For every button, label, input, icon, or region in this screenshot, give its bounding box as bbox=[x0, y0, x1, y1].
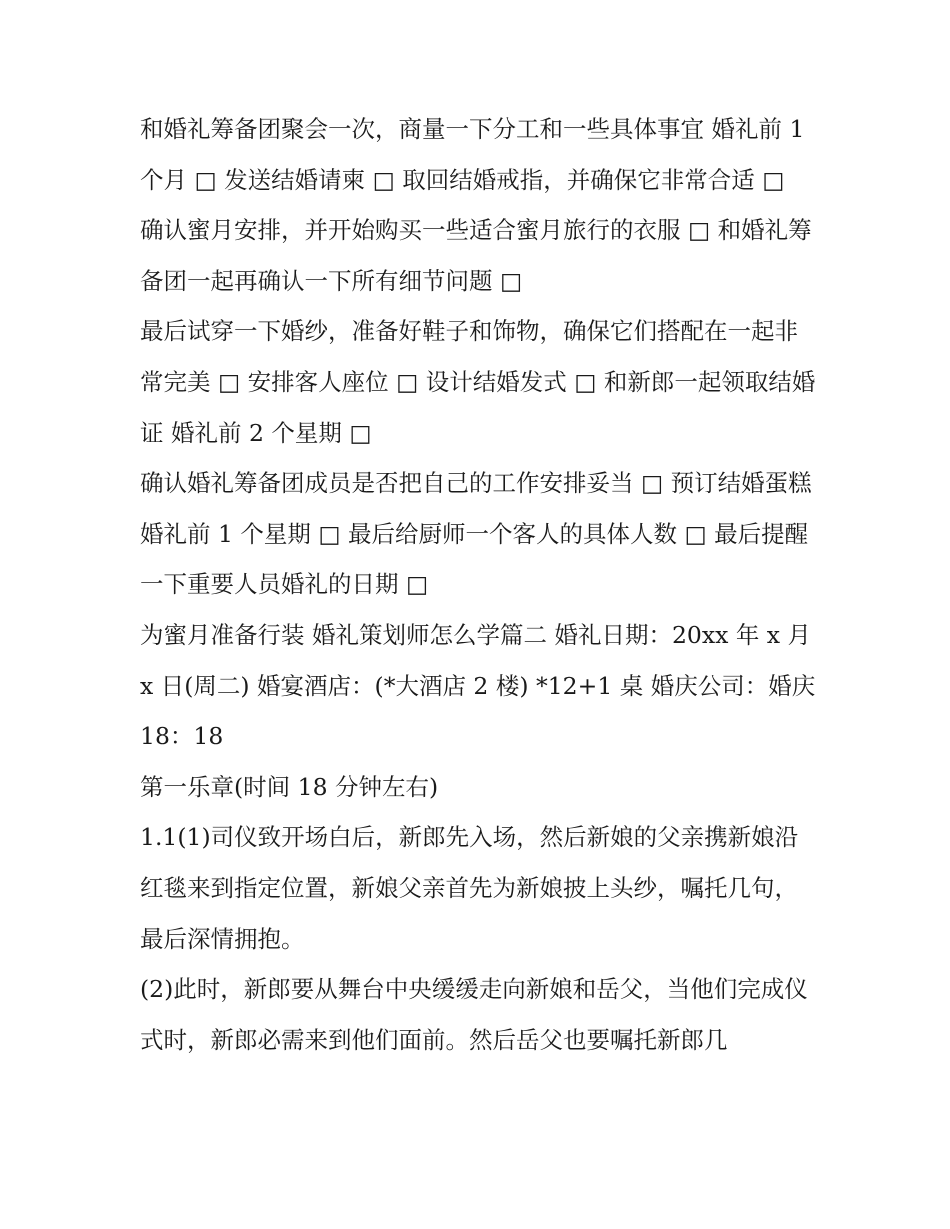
paragraph-6: 第一乐章(时间 18 分钟左右) bbox=[140, 772, 439, 801]
paragraph-4: 确认婚礼筹备团成员是否把自己的工作安排妥当 □ 预订结婚蛋糕婚礼前 1 个星期 □ 最后给厨师一个客人的具体人数 □ 最后提醒一下重要人员婚礼的日期 □ bbox=[140, 469, 812, 599]
paragraph-5: 为蜜月准备行装 婚礼策划师怎么学篇二 婚礼日期：20xx 年 x 月 x 日(周二) 婚宴酒店：(*大酒店 2 楼) *12+1 桌 婚庆公司：婚庆 18：18 bbox=[140, 620, 816, 751]
paragraph-1: 和婚礼筹备团聚会一次，商量一下分工和一些具体事宜 婚礼前 1 个月 □ 发送结婚请柬 □ 取回结婚戒指，并确保它非常合适 □ bbox=[140, 115, 805, 194]
paragraph-2: 确认蜜月安排，并开始购买一些适合蜜月旅行的衣服 □ 和婚礼筹备团一起再确认一下所有细节问题 □ bbox=[140, 216, 812, 295]
paragraph-8: (2)此时，新郎要从舞台中央缓缓走向新娘和岳父，当他们完成仪式时，新郎必需来到他们面前。然后岳父也要嘱托新郎几 bbox=[140, 975, 808, 1054]
paragraph-3: 最后试穿一下婚纱，准备好鞋子和饰物，确保它们搭配在一起非常完美 □ 安排客人座位 □ 设计结婚发式 □ 和新郎一起领取结婚证 婚礼前 2 个星期 □ bbox=[140, 317, 816, 447]
document-body bbox=[140, 104, 816, 1065]
paragraph-7: 1.1(1)司仪致开场白后，新郎先入场，然后新娘的父亲携新娘沿红毯来到指定位置，新娘父亲首先为新娘披上头纱，嘱托几句，最后深情拥抱。 bbox=[140, 823, 799, 953]
